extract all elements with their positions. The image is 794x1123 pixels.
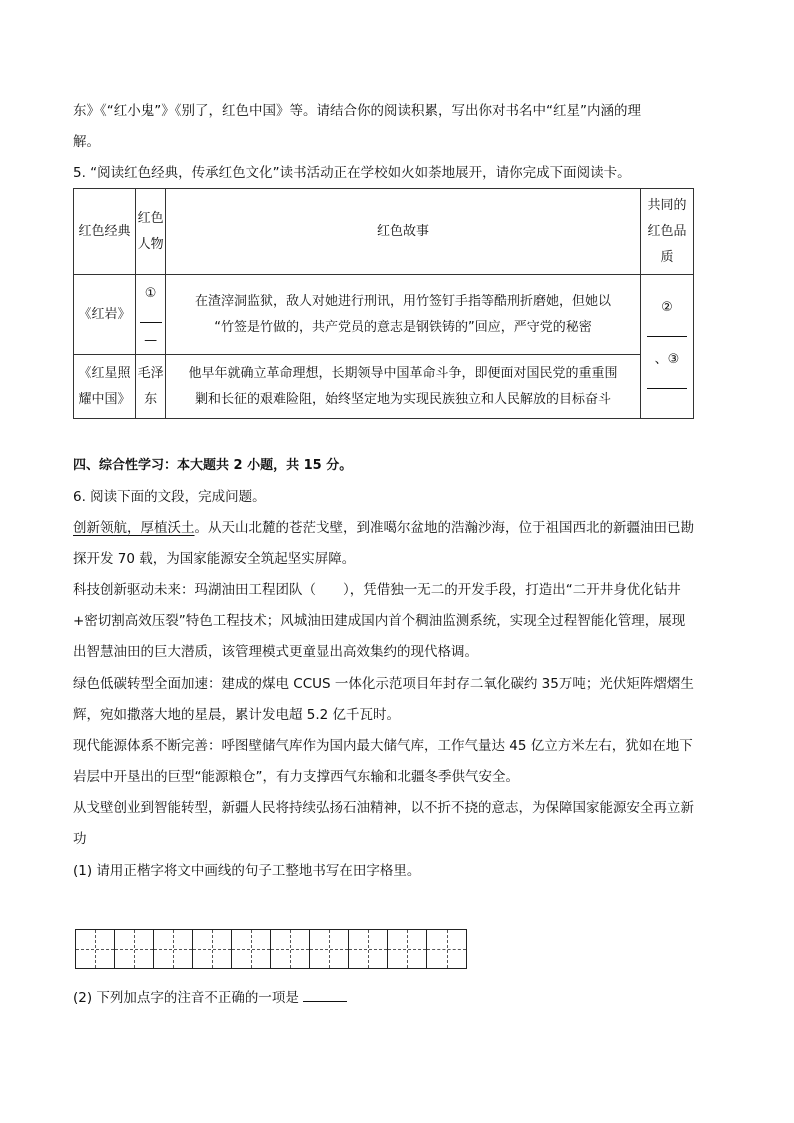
answer-blank[interactable] bbox=[647, 374, 687, 389]
tianzi-grid[interactable] bbox=[75, 929, 467, 969]
paragraph-line: 从戈壁创业到智能转型，新疆人民将持续弘扬石油精神，以不折不挠的意志，为保障国家能源安全再立新 bbox=[73, 800, 694, 816]
question-5-prompt: 5. “阅读红色经典，传承红色文化”读书活动正在学校如火如荼地展开，请你完成下面阅读卡。 bbox=[73, 165, 631, 181]
table-row bbox=[74, 275, 694, 355]
grid-cell[interactable] bbox=[76, 930, 115, 968]
story-red-star: 他早年就确立革命理想，长期领导中国革命斗争，即便面对国民党的重重围 剿和长征的艰难险阻，始终坚定地为实现民族独立和人民解放的目标奋斗 bbox=[166, 355, 641, 419]
answer-blank[interactable] bbox=[303, 987, 347, 1002]
book-hongyan: 《红岩》 bbox=[74, 275, 136, 355]
paragraph-line: 现代能源体系不断完善：呼图壁储气库作为国内最大储气库，工作气量达 45 亿立方米左右，犹如在地下 bbox=[73, 738, 693, 754]
person-blank-1[interactable]: ① — bbox=[136, 275, 166, 355]
header-red-person: 红色 人物 bbox=[136, 189, 166, 275]
grid-cell[interactable] bbox=[115, 930, 154, 968]
paragraph-line: 辉，宛如撒落大地的星晨，累计发电超 5.2 亿千瓦时。 bbox=[73, 707, 401, 723]
grid-cell[interactable] bbox=[310, 930, 349, 968]
table-header-row bbox=[74, 189, 694, 275]
quality-blank-cell[interactable]: ② 、③ bbox=[640, 275, 693, 419]
header-red-story: 红色故事 bbox=[166, 189, 641, 275]
grid-cell[interactable] bbox=[427, 930, 466, 968]
header-red-classic: 红色经典 bbox=[74, 189, 136, 275]
paragraph-line: 创新领航，厚植沃土。从天山北麓的苍茫戈壁，到准噶尔盆地的浩瀚沙海，位于祖国西北的新疆油田已勘 bbox=[73, 520, 694, 536]
grid-cell[interactable] bbox=[193, 930, 232, 968]
sub-question-2: (2) 下列加点字的注音不正确的一项是 bbox=[73, 987, 347, 1008]
paragraph-line: 科技创新驱动未来：玛湖油田工程团队（ ），凭借独一无二的开发手段，打造出“二开井身优化钻井 bbox=[73, 582, 681, 598]
person-mao: 毛泽 东 bbox=[136, 355, 166, 419]
paragraph-line: 功 bbox=[73, 831, 87, 847]
grid-cell[interactable] bbox=[232, 930, 271, 968]
grid-cell[interactable] bbox=[154, 930, 193, 968]
question-6-prompt: 6. 阅读下面的文段，完成问题。 bbox=[73, 489, 266, 505]
header-common-quality: 共同的 红色品 质 bbox=[640, 189, 693, 275]
answer-blank[interactable] bbox=[647, 322, 687, 337]
underlined-sentence: 创新领航，厚植沃土 bbox=[73, 520, 195, 536]
paragraph-line: +密切割高效压裂”特色工程技术；风城油田建成国内首个稠油监测系统，实现全过程智能化管理，展现 bbox=[73, 613, 686, 629]
text-line: 东》《“红小鬼”》《别了，红色中国》等。请结合你的阅读积累，写出你对书名中“红星”内涵的理 bbox=[73, 103, 641, 119]
paragraph-line: 岩层中开垦出的巨型“能源粮仓”，有力支撑西气东输和北疆冬季供气安全。 bbox=[73, 769, 519, 785]
paragraph-line: 出智慧油田的巨大潜质，该管理模式更童显出高效集约的现代格调。 bbox=[73, 644, 478, 660]
paragraph-line: 探开发 70 载，为国家能源安全筑起坚实屏障。 bbox=[73, 551, 356, 567]
story-hongyan: 在渣滓洞监狱，敌人对她进行刑讯，用竹签钉手指等酷刑折磨她，但她以 “竹签是竹做的，共产党员的意志是钢铁铸的”回应，严守党的秘密 bbox=[166, 275, 641, 355]
section-4-title: 四、综合性学习：本大题共 2 小题，共 15 分。 bbox=[73, 458, 353, 473]
table-row bbox=[74, 355, 694, 419]
answer-blank[interactable] bbox=[140, 308, 162, 323]
grid-cell[interactable] bbox=[271, 930, 310, 968]
grid-cell[interactable] bbox=[349, 930, 388, 968]
sub-question-1: (1) 请用正楷字将文中画线的句子工整地书写在田字格里。 bbox=[73, 863, 421, 879]
book-red-star: 《红星照 耀中国》 bbox=[74, 355, 136, 419]
paragraph-line: 绿色低碳转型全面加速：建成的煤电 CCUS 一体化示范项目年封存二氧化碳约 35万吨；光伏矩阵熠熠生 bbox=[73, 676, 694, 692]
reading-card-table bbox=[73, 188, 694, 419]
text-line: 解。 bbox=[73, 134, 100, 150]
grid-cell[interactable] bbox=[388, 930, 427, 968]
